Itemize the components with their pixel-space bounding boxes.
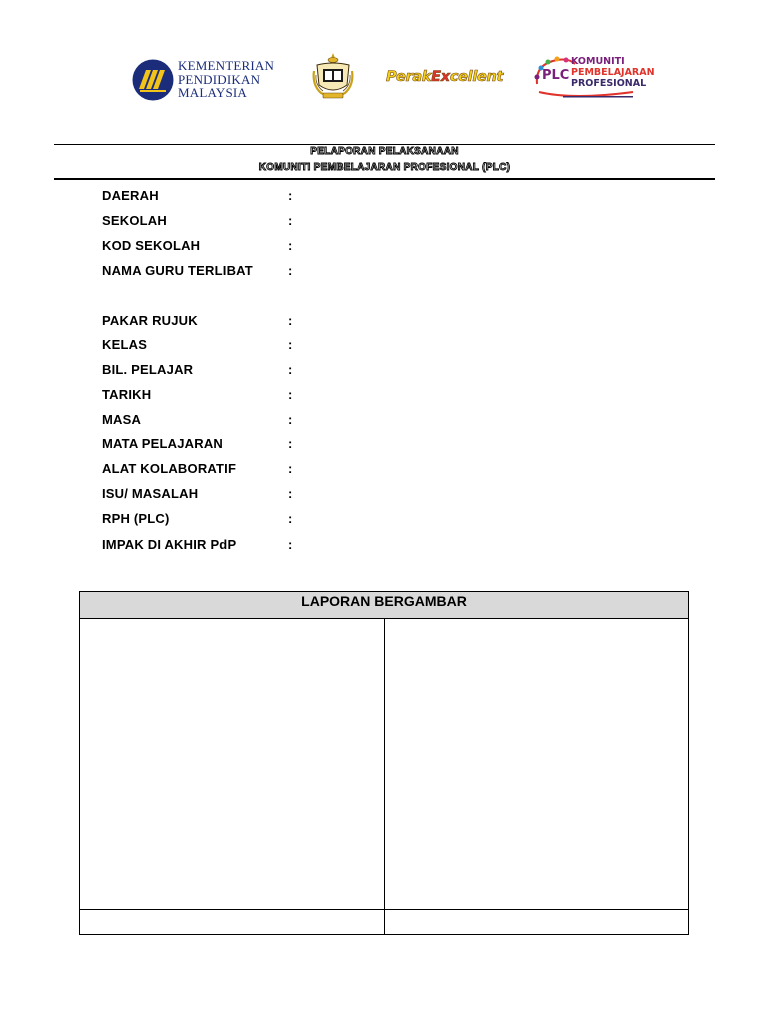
field-label: IMPAK DI AKHIR PdP	[102, 537, 237, 552]
field-row-rph-plc	[102, 511, 662, 529]
field-value-rph-plc[interactable]	[302, 511, 602, 527]
document-title-line-2: KOMUNITI PEMBELAJARAN PROFESIONAL (PLC)	[258, 162, 511, 173]
field-value-daerah[interactable]	[302, 188, 602, 204]
field-colon: :	[288, 412, 293, 427]
field-label: KELAS	[102, 337, 148, 352]
field-colon: :	[288, 238, 293, 253]
photo-slot-left[interactable]	[80, 619, 385, 909]
plc-badge: PLC	[542, 68, 570, 83]
field-row-isu-masalah	[102, 486, 662, 504]
field-colon: :	[288, 537, 293, 552]
plc-line-2: PEMBELAJARAN	[571, 67, 655, 78]
field-colon: :	[288, 511, 293, 526]
kpm-logo	[132, 59, 282, 101]
field-label: ALAT KOLABORATIF	[102, 461, 237, 476]
field-value-sekolah[interactable]	[302, 213, 602, 229]
field-colon: :	[288, 213, 293, 228]
plc-line-3: PROFESIONAL	[571, 78, 647, 89]
kpm-line-2: PENDIDIKAN	[178, 71, 261, 87]
field-value-kelas[interactable]	[302, 337, 602, 353]
field-value-isu-masalah[interactable]	[302, 486, 602, 502]
perak-excellent-text: PerakExcellent	[386, 69, 504, 85]
field-row-daerah	[102, 188, 662, 206]
field-value-mata-pelajaran[interactable]	[302, 436, 602, 452]
document-title-line-1: PELAPORAN PELAKSANAAN	[310, 146, 459, 157]
field-row-tarikh	[102, 387, 662, 405]
field-value-pakar-rujuk[interactable]	[302, 313, 602, 329]
caption-cell-left[interactable]	[80, 909, 385, 934]
field-label: RPH (PLC)	[102, 511, 170, 526]
field-row-pakar-rujuk	[102, 313, 662, 331]
field-colon: :	[288, 337, 293, 352]
field-row-mata-pelajaran	[102, 436, 662, 454]
field-colon: :	[288, 188, 293, 203]
plc-logo	[533, 54, 655, 100]
field-label: MATA PELAJARAN	[102, 436, 223, 451]
field-value-impak[interactable]	[302, 537, 602, 553]
field-label: TARIKH	[102, 387, 152, 402]
field-colon: :	[288, 263, 293, 278]
kpm-line-3: MALAYSIA	[178, 85, 248, 100]
field-row-nama-guru	[102, 263, 662, 281]
field-colon: :	[288, 436, 293, 451]
title-rule-top	[54, 144, 715, 145]
title-rule-bottom	[54, 178, 715, 180]
field-colon: :	[288, 387, 293, 402]
field-colon: :	[288, 486, 293, 501]
field-row-masa	[102, 412, 662, 430]
perak-crest-icon	[311, 51, 355, 101]
field-value-tarikh[interactable]	[302, 387, 602, 403]
field-row-sekolah	[102, 213, 662, 231]
field-colon: :	[288, 461, 293, 476]
field-label: MASA	[102, 412, 142, 427]
field-label: ISU/ MASALAH	[102, 486, 199, 501]
field-label: NAMA GURU TERLIBAT	[102, 263, 253, 278]
kpm-line-1: KEMENTERIAN	[178, 58, 275, 73]
photo-report-header: LAPORAN BERGAMBAR	[80, 592, 688, 619]
field-row-alat-kolaboratif	[102, 461, 662, 479]
field-value-bil-pelajar[interactable]	[302, 362, 602, 378]
plc-line-1: KOMUNITI	[571, 56, 625, 67]
field-row-kod-sekolah	[102, 238, 662, 256]
field-value-nama-guru[interactable]	[302, 263, 602, 279]
field-label: SEKOLAH	[102, 213, 167, 228]
kpm-emblem-icon	[132, 59, 174, 101]
field-value-masa[interactable]	[302, 412, 602, 428]
field-label: DAERAH	[102, 188, 159, 203]
field-value-kod-sekolah[interactable]	[302, 238, 602, 254]
caption-cell-right[interactable]	[385, 909, 688, 934]
field-colon: :	[288, 313, 293, 328]
kpm-wordmark	[178, 59, 274, 100]
field-label: PAKAR RUJUK	[102, 313, 198, 328]
field-row-bil-pelajar	[102, 362, 662, 380]
field-row-kelas	[102, 337, 662, 355]
field-label: BIL. PELAJAR	[102, 362, 194, 377]
field-label: KOD SEKOLAH	[102, 238, 201, 253]
photo-slot-right[interactable]	[385, 619, 688, 909]
field-colon: :	[288, 362, 293, 377]
photo-report-table	[79, 591, 689, 935]
perak-excellent-logo	[386, 64, 510, 90]
field-value-alat-kolaboratif[interactable]	[302, 461, 602, 477]
field-row-impak	[102, 537, 662, 555]
